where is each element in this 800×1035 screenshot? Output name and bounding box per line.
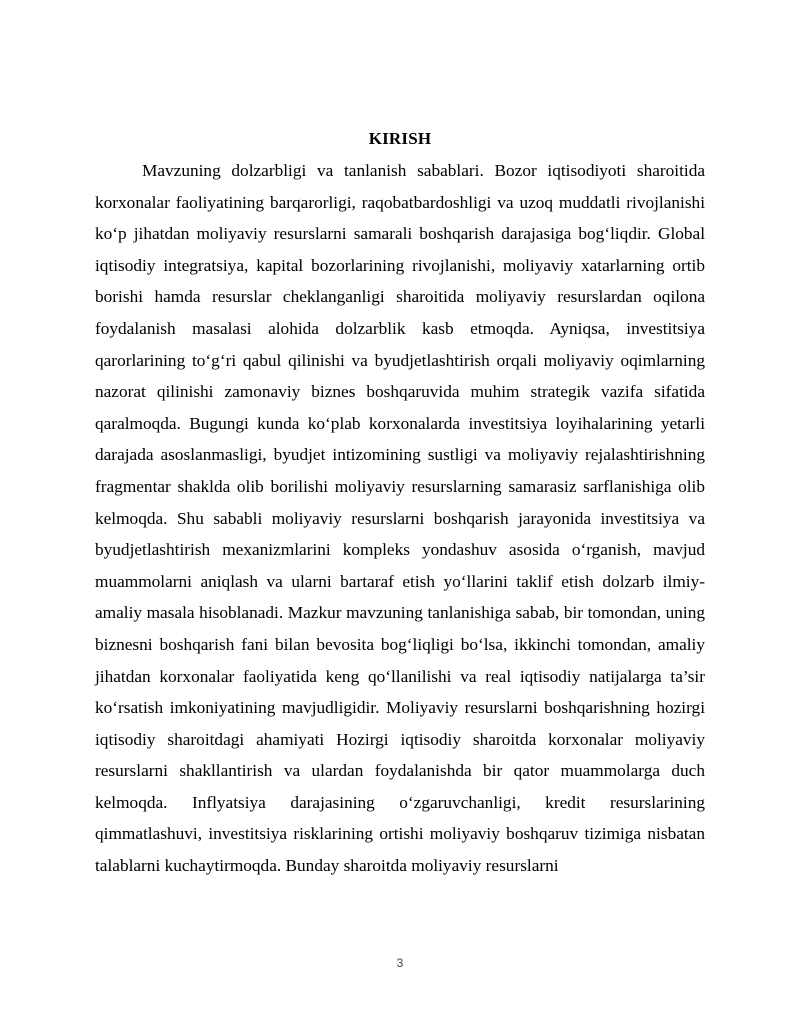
section-heading: KIRISH bbox=[368, 129, 432, 148]
page-number: 3 bbox=[396, 956, 404, 970]
body-paragraph: Mavzuning dolzarbligi va tanlanish sabablari. Bozor iqtisodiyoti sharoitida korxonalar faoliyatining barqarorligi, raqobatbardoshligi va uzoq muddatli rivojlanishi ko‘p jihatdan moliyaviy resurslarni samarali boshqarish darajasiga bog‘liqdir. Global iqtisodiy integratsiya, kapital bozorlarining rivojlanishi, moliyaviy xatarlarning ortib borishi hamda resurslar cheklanganligi sharoitida moliyaviy resurslardan oqilona foydalanish masalasi alohida dolzarblik kasb etmoqda. Ayniqsa, investitsiya qarorlarining to‘g‘ri qabul qilinishi va byudjetlashtirish orqali moliyaviy oqimlarning nazorat qilinishi zamonaviy biznes boshqaruvida muhim strategik vazifa sifatida qaralmoqda. Bugungi kunda ko‘plab korxonalarda investitsiya loyihalarining yetarli darajada asoslanmasligi, byudjet intizomining sustligi va moliyaviy rejalashtirishning fragmentar shaklda olib borilishi moliyaviy resurslarning samarasiz sarflanishiga olib kelmoqda. Shu sababli moliyaviy resurslarni boshqarish jarayonida investitsiya va byudjetlashtirish mexanizmlarini kompleks yondashuv asosida o‘rganish, mavjud muammolarni aniqlash va ularni bartaraf etish yo‘llarini taklif etish dolzarb ilmiy-amaliy masala hisoblanadi. Mazkur mavzuning tanlanishiga sabab, bir tomondan, uning biznesni boshqarish fani bilan bevosita bog‘liqligi bo‘lsa, ikkinchi tomondan, amaliy jihatdan korxonalar faoliyatida keng qo‘llanilishi va real iqtisodiy natijalarga ta’sir ko‘rsatish imkoniyatining mavjudligidir. Moliyaviy resurslarni boshqarishning hozirgi iqtisodiy sharoitdagi ahamiyati Hozirgi iqtisodiy sharoitda korxonalar moliyaviy resurslarni shakllantirish va ulardan foydalanishda bir qator muammolarga duch kelmoqda. Inflyatsiya darajasining o‘zgaruvchanligi, kredit resurslarining qimmatlashuvi, investitsiya risklarining ortishi moliyaviy boshqaruv tizimiga nisbatan talablarni kuchaytirmoqda. Bunday sharoitda moliyaviy resurslarni bbox=[95, 161, 705, 876]
